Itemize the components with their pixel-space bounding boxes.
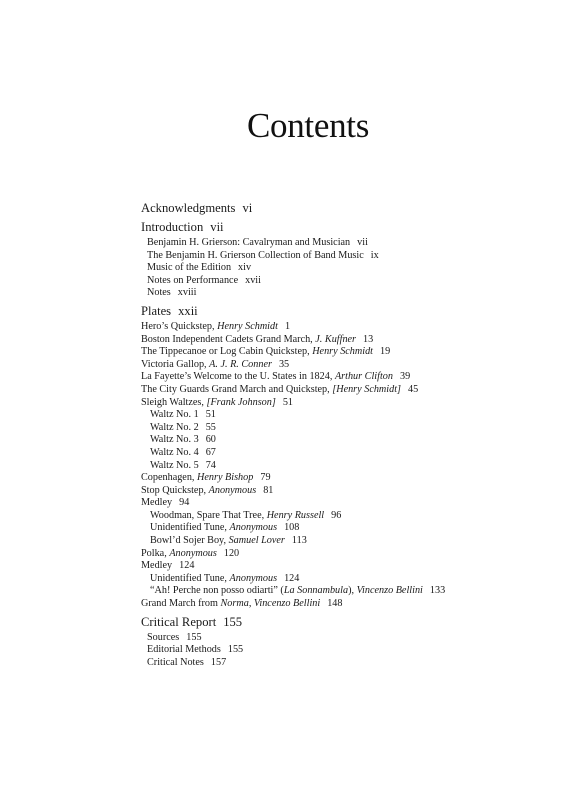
toc-entry-title: Stop Quickstep, xyxy=(141,484,209,496)
toc-entry-title: Unidentified Tune, xyxy=(150,572,230,584)
toc-entry-title: Notes xyxy=(147,287,171,299)
toc-entry-title: Hero’s Quickstep, xyxy=(141,320,218,332)
toc-entry-author: Henry Schmidt xyxy=(217,320,278,332)
toc-entry-author: A. J. R. Conner xyxy=(209,358,272,370)
toc-section-heading xyxy=(141,219,581,235)
toc-page-number: 155 xyxy=(227,644,244,656)
toc-entry-author: Anonymous xyxy=(229,572,278,584)
toc-section-heading xyxy=(141,614,581,630)
toc-page-number: 120 xyxy=(223,547,240,559)
toc-page-number: xiv xyxy=(238,262,252,274)
toc-page-number: 51 xyxy=(282,396,293,408)
toc-page-number: 74 xyxy=(205,459,216,471)
toc-entry xyxy=(141,535,581,548)
toc-entry-title: Waltz No. 1 xyxy=(150,409,199,421)
toc-entry xyxy=(141,548,581,561)
toc-entry xyxy=(141,384,581,397)
toc-page-number: 148 xyxy=(327,598,343,610)
toc-page-number: 96 xyxy=(331,509,342,521)
toc-entry-title: Medley xyxy=(141,497,173,509)
toc-entry-title: Polka, xyxy=(141,547,170,559)
toc-page-number: 155 xyxy=(223,614,243,629)
toc-entry-title: The Tippecanoe or Log Cabin Quickstep, xyxy=(141,346,313,358)
toc-entry-title: The Benjamin H. Grierson Collection of Band Music xyxy=(147,249,364,261)
toc-entry xyxy=(141,434,581,447)
toc-entry xyxy=(141,346,581,359)
toc-entry xyxy=(141,250,581,263)
toc-entry xyxy=(141,598,581,611)
toc-entry-title: Boston Independent Cadets Grand March, xyxy=(141,333,316,345)
toc-entry xyxy=(141,237,581,250)
toc-page-number: 157 xyxy=(210,656,227,668)
toc-page-number: vi xyxy=(242,201,253,215)
toc-entry xyxy=(141,460,581,473)
toc-entry-title: Benjamin H. Grierson: Cavalryman and Musician xyxy=(147,237,351,248)
toc-entry-author: Arthur Clifton xyxy=(334,371,393,383)
toc-entry xyxy=(141,409,581,422)
toc-page-number: 124 xyxy=(284,572,300,584)
toc-entry xyxy=(141,510,581,523)
toc-entry xyxy=(141,359,581,372)
toc-entry-composer: Vincenzo Bellini xyxy=(253,598,321,610)
toc-entry-author: Anonymous xyxy=(169,547,217,559)
toc-page-number: ix xyxy=(370,249,379,261)
toc-entry-title: Notes on Performance xyxy=(147,274,239,286)
toc-entry xyxy=(141,497,581,510)
toc-entry xyxy=(141,573,581,586)
toc-entry-title: Critical Report xyxy=(141,614,217,629)
toc-page-number: 108 xyxy=(284,522,300,534)
toc-page-number: vii xyxy=(210,220,224,234)
toc-entry-title: Grand March from xyxy=(141,598,221,610)
toc-entry-title: Waltz No. 4 xyxy=(150,446,199,458)
toc-entry-author: Henry Bishop xyxy=(197,472,254,484)
toc-entry-title-continued: ), xyxy=(348,585,357,597)
toc-entry-title: Victoria Gallop, xyxy=(141,358,210,370)
toc-entry-title: “Ah! Perche non posso odiarti” ( xyxy=(150,585,284,597)
toc-entry-title: Unidentified Tune, xyxy=(150,522,230,534)
toc-page-number: xviii xyxy=(177,287,197,299)
toc-section-heading xyxy=(141,200,581,216)
toc-entry xyxy=(141,422,581,435)
toc-page-number: 1 xyxy=(284,320,291,332)
toc-page-number: 81 xyxy=(263,484,274,496)
toc-entry xyxy=(141,397,581,410)
toc-entry xyxy=(141,522,581,535)
toc-entry xyxy=(141,644,581,657)
toc-page-number: 124 xyxy=(179,560,195,572)
toc-entry-title: Critical Notes xyxy=(147,656,204,668)
toc-entry-author: Samuel Lover xyxy=(228,535,285,547)
toc-entry-author: [Henry Schmidt] xyxy=(332,383,402,395)
toc-entry xyxy=(141,371,581,384)
toc-page-number: 113 xyxy=(291,535,307,547)
toc-entry-composer: Vincenzo Bellini xyxy=(356,585,423,597)
toc-page-number: vii xyxy=(357,237,368,248)
toc-entry xyxy=(141,262,581,275)
table-of-contents xyxy=(141,200,581,669)
toc-entry-title: Sleigh Waltzes, xyxy=(141,396,207,408)
toc-entry-title: Music of the Edition xyxy=(147,262,232,274)
toc-entry-title: Waltz No. 5 xyxy=(150,459,199,471)
toc-entry-title: Plates xyxy=(141,303,172,318)
toc-page-number: 79 xyxy=(260,472,271,484)
toc-entry xyxy=(141,485,581,498)
toc-entry-author: Henry Schmidt xyxy=(312,346,374,358)
toc-entry xyxy=(141,585,581,598)
toc-page-number: 60 xyxy=(205,434,216,446)
toc-entry-title: Bowl’d Sojer Boy, xyxy=(150,535,229,547)
toc-entry xyxy=(141,632,581,645)
toc-entry-title: La Fayette’s Welcome to the U. States in 1824, xyxy=(141,371,335,383)
toc-page-number: 55 xyxy=(205,421,216,433)
toc-entry-title: Woodman, Spare That Tree, xyxy=(150,509,267,521)
toc-entry xyxy=(141,560,581,573)
toc-page-number: 155 xyxy=(186,631,202,643)
toc-entry-author: [Frank Johnson] xyxy=(206,396,276,408)
toc-entry xyxy=(141,334,581,347)
toc-entry-title: The City Guards Grand March and Quickstep, xyxy=(141,383,333,395)
toc-page-number: 45 xyxy=(408,383,419,395)
toc-entry-author: Anonymous xyxy=(208,484,257,496)
toc-page-number: xxii xyxy=(178,303,198,318)
toc-entry-title: Acknowledgments xyxy=(141,201,236,215)
toc-entry-title: Editorial Methods xyxy=(147,644,221,656)
toc-entry-author: Henry Russell xyxy=(266,509,325,521)
toc-page-number: 51 xyxy=(205,409,216,421)
toc-entry-title: Medley xyxy=(141,560,173,572)
toc-page-number: 35 xyxy=(278,358,290,370)
toc-entry xyxy=(141,275,581,288)
toc-entry xyxy=(141,657,581,670)
toc-entry-title: Copenhagen, xyxy=(141,472,198,484)
toc-entry-author: Anonymous xyxy=(229,522,278,534)
toc-section-heading xyxy=(141,303,581,319)
toc-page-number: 133 xyxy=(429,585,446,597)
page-title: Contents xyxy=(246,106,370,145)
toc-page-number: 67 xyxy=(205,446,216,458)
toc-entry-title: Introduction xyxy=(141,220,204,234)
toc-entry-author: J. Kuffner xyxy=(315,333,357,345)
toc-page-number: xvii xyxy=(245,274,261,286)
toc-entry-title: Waltz No. 2 xyxy=(150,421,199,433)
toc-entry-author: La Sonnambula xyxy=(283,585,349,597)
toc-page-number: 19 xyxy=(380,346,391,358)
toc-page-number: 39 xyxy=(399,371,411,383)
toc-entry-title: Waltz No. 3 xyxy=(150,434,199,446)
toc-entry xyxy=(141,447,581,460)
toc-entry-title: Sources xyxy=(147,631,180,643)
toc-page-number: 13 xyxy=(363,333,374,345)
toc-entry-author: Norma xyxy=(220,598,249,610)
toc-entry xyxy=(141,321,581,334)
toc-entry-title-continued: , xyxy=(248,598,254,610)
toc-entry xyxy=(141,472,581,485)
toc-page-number: 94 xyxy=(179,497,190,509)
toc-entry xyxy=(141,287,581,300)
